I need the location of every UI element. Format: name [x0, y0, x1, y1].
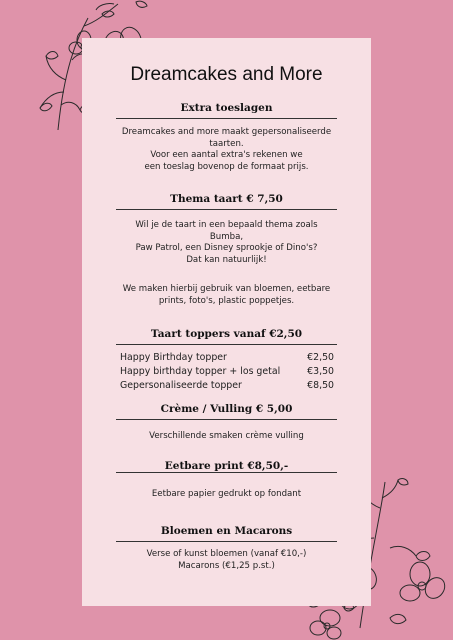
item-price: €3,50 — [307, 366, 334, 377]
text-line: Verschillende smaken crème vulling — [149, 431, 304, 441]
print-text — [102, 489, 351, 501]
text-line: Macarons (€1,25 p.st.) — [178, 560, 275, 571]
divider — [116, 209, 337, 210]
text-line: Paw Patrol, een Disney sprookje of Dino's? — [135, 243, 318, 254]
thema-text-2 — [102, 284, 351, 307]
divider — [116, 472, 337, 473]
menu-card — [82, 38, 371, 606]
text-line: Dreamcakes and more maakt gepersonaliseerde — [121, 127, 332, 137]
divider — [116, 344, 337, 345]
thema-text — [102, 220, 351, 266]
text-line: Eetbare papier gedrukt op fondant — [151, 489, 302, 499]
item-name: Gepersonaliseerde topper — [120, 380, 242, 391]
list-item — [120, 352, 334, 364]
list-item — [120, 380, 334, 392]
extra-text — [102, 127, 351, 173]
text-line: Bumba, — [209, 231, 244, 242]
text-line: Wil je de taart in een bepaald thema zoals — [135, 220, 318, 230]
text-line: taarten. — [209, 138, 244, 149]
text-line: Dat kan natuurlijk! — [186, 254, 267, 265]
text-line: Voor een aantal extra's rekenen we — [150, 150, 303, 161]
text-line: prints, foto's, plastic poppetjes. — [158, 295, 295, 306]
extra-heading: Extra toeslagen — [180, 102, 273, 114]
text-line: Verse of kunst bloemen (vanaf €10,-) — [146, 549, 307, 559]
divider — [116, 541, 337, 542]
item-price: €2,50 — [307, 352, 334, 363]
print-heading: Eetbare print €8,50,- — [164, 460, 289, 472]
divider — [116, 419, 337, 420]
list-item — [120, 366, 334, 378]
page-title: Dreamcakes and More — [130, 64, 323, 85]
thema-heading: Thema taart € 7,50 — [170, 193, 283, 205]
item-name: Happy birthday topper + los getal — [120, 366, 281, 377]
text-line: een toeslag bovenop de formaat prijs. — [144, 161, 309, 172]
bloemen-heading: Bloemen en Macarons — [160, 525, 293, 537]
toppers-heading: Taart toppers vanaf €2,50 — [150, 328, 303, 340]
creme-heading: Crème / Vulling € 5,00 — [160, 403, 293, 415]
text-line: We maken hierbij gebruik van bloemen, eetbare — [122, 284, 331, 294]
item-price: €8,50 — [307, 380, 334, 391]
divider — [116, 118, 337, 119]
item-name: Happy Birthday topper — [120, 352, 227, 363]
creme-text — [102, 431, 351, 443]
bloemen-text — [102, 549, 351, 572]
